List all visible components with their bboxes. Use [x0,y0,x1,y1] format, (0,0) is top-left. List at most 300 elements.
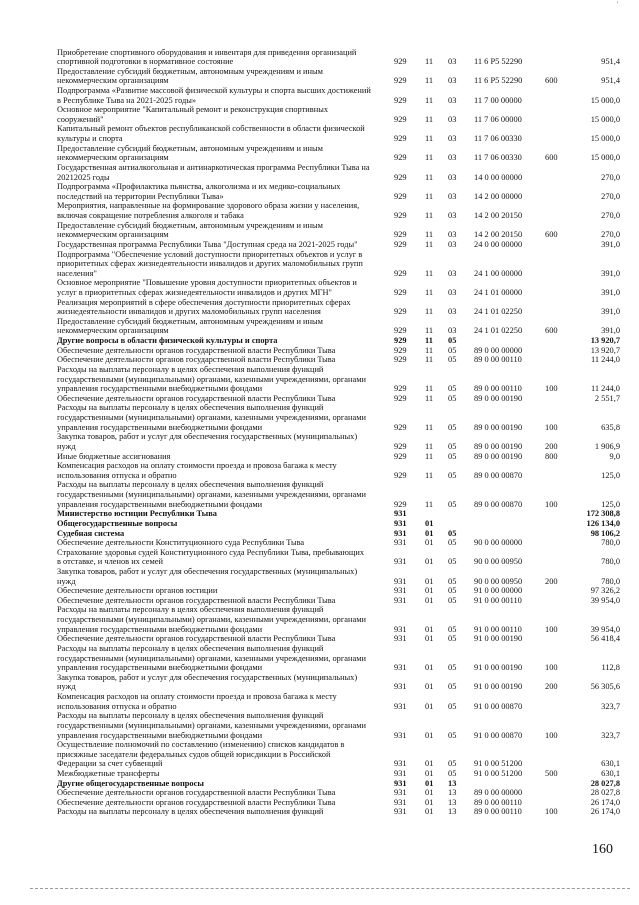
row-subsection: 05 [448,336,457,346]
row-description: управления государственными внебюджетными фондами [57,384,263,394]
row-description: Другие общегосударственные вопросы [57,778,204,788]
row-vr: 200 [545,576,558,586]
row-amount: 780,0 [601,576,620,586]
row-target: 91 0 00 00000 [474,586,523,596]
row-description: управления государственными внебюджетными фондами [57,663,263,673]
row-section: 01 [425,682,434,692]
row-amount: 391,0 [601,307,620,317]
row-amount: 391,0 [601,239,620,249]
row-subsection: 03 [448,268,457,278]
row-description: населения" [57,268,97,278]
row-subsection: 05 [448,624,457,634]
row-description: Компенсация расходов на оплату стоимости проезда и провоза багажа к месту [57,461,337,471]
row-ministry: 929 [394,191,407,201]
row-amount: 391,0 [601,326,620,336]
row-description: Обеспечение деятельности Конституционного суда Республики Тыва [57,538,305,548]
row-description: спортивной подготовки в нормативное состояние [57,57,234,67]
row-amount: 125,0 [601,470,620,480]
row-ministry: 929 [394,441,407,451]
row-description: Закупка товаров, работ и услуг для обеспечения государственных (муниципальных) [57,566,358,576]
row-target: 89 0 00 00000 [474,345,523,355]
row-subsection: 13 [448,788,457,798]
row-ministry: 931 [394,576,407,586]
row-amount: 11 244,0 [590,384,620,394]
row-vr: 600 [545,76,558,86]
row-subsection: 05 [448,663,457,673]
row-description: Обеспечение деятельности органов государственной власти Республики Тыва [57,345,336,355]
row-section: 11 [425,422,434,432]
row-description: Закупка товаров, работ и услуг для обеспечения государственных (муниципальных) [57,672,358,682]
row-description: Капитальный ремонт объектов республиканской собственности в области физической [57,124,365,134]
row-description: приоритетных сферах жизнедеятельности инвалидов и других маломобильных групп [57,259,363,269]
row-description: Межбюджетные трансферты [57,769,160,778]
row-target: 14 2 00 20150 [474,211,523,221]
row-vr: 100 [545,663,558,673]
row-amount: 9,0 [609,451,620,461]
row-subsection: 03 [448,153,457,163]
row-subsection: 13 [448,797,457,807]
row-subsection: 03 [448,57,457,67]
row-ministry: 931 [394,624,407,634]
row-ministry: 929 [394,76,407,86]
row-description: Государственная программа Республики Тыва "Доступная среда на 2021-2025 годы" [57,239,358,249]
row-amount: 630,1 [601,769,620,778]
row-target: 90 0 00 00000 [474,538,523,548]
row-description: Обеспечение деятельности органов государственной власти Республики Тыва [57,788,336,798]
row-section: 11 [425,451,434,461]
row-subsection: 03 [448,288,457,297]
row-target: 91 0 00 51200 [474,769,523,778]
row-subsection: 03 [448,230,457,240]
row-description: Обеспечение деятельности органов юстиции [57,586,218,596]
row-description: Расходы на выплаты персоналу в целях обеспечения выполнения функций [57,643,324,653]
row-subsection: 05 [448,538,457,548]
row-subsection: 05 [448,701,457,711]
row-amount: 126 134,0 [586,518,620,528]
row-target: 91 0 00 51200 [474,759,523,769]
row-ministry: 931 [394,807,407,817]
row-subsection: 05 [448,586,457,596]
row-amount: 1 906,9 [594,441,620,451]
row-section: 01 [425,797,434,807]
row-description: некоммерческим организациям [57,230,169,240]
row-ministry: 931 [394,586,407,596]
row-target: 89 0 00 00110 [474,797,522,807]
row-description: Мероприятия, направленные на формирование здорового образа жизни у населения, [57,201,360,211]
row-description: управления государственными внебюджетными фондами [57,624,263,634]
row-amount: 391,0 [601,288,620,297]
row-description: Расходы на выплаты персоналу в целях обеспечения выполнения функций [57,403,324,413]
row-description: Приобретение спортивного оборудования и инвентаря для приведения организаций [57,47,357,57]
row-section: 01 [425,701,434,711]
row-description: Обеспечение деятельности органов государственной власти Республики Тыва [57,393,336,403]
row-description: сооружений" [57,114,104,124]
row-target: 89 0 00 00190 [474,422,523,432]
row-ministry: 929 [394,230,407,240]
row-amount: 635,8 [601,422,620,432]
row-subsection: 03 [448,134,457,144]
row-target: 91 0 00 00190 [474,634,523,644]
row-section: 11 [425,355,434,365]
row-amount: 15 000,0 [590,134,620,144]
row-amount: 172 308,8 [586,509,620,519]
row-target: 11 7 06 00000 [474,114,522,124]
row-ministry: 931 [394,730,407,740]
row-amount: 391,0 [601,268,620,278]
row-section: 11 [425,326,434,336]
row-description: Государственная антиалкогольная и антинаркотическая программа Республики Тыва на [57,162,370,172]
row-description: Общегосударственные вопросы [57,518,178,528]
row-description: Министерство юстиции Республики Тыва [57,509,217,519]
row-amount: 2 551,7 [594,393,620,403]
row-description: Реализация мероприятий в сфере обеспечения доступности приоритетных сферах [57,297,351,307]
row-amount: 56 418,4 [590,634,620,644]
row-target: 89 0 00 00190 [474,451,523,461]
row-section: 11 [425,345,434,355]
row-ministry: 929 [394,57,407,67]
row-vr: 800 [545,451,558,461]
row-description: нужд [57,576,76,586]
row-section: 11 [425,134,434,144]
bottom-edge [30,888,630,889]
row-amount: 28 027,8 [590,778,620,788]
row-target: 24 1 01 00000 [474,288,523,297]
row-amount: 15 000,0 [590,153,620,163]
row-ministry: 929 [394,451,407,461]
row-ministry: 929 [394,422,407,432]
row-description: Подпрограмма «Профилактика пьянства, алкоголизма и их медико-социальных [57,182,341,192]
row-subsection: 05 [448,422,457,432]
row-vr: 100 [545,624,558,634]
row-vr: 100 [545,807,558,817]
row-ministry: 931 [394,557,407,567]
row-target: 11 6 P5 52290 [474,57,523,67]
row-ministry: 929 [394,268,407,278]
row-target: 91 0 00 00870 [474,730,523,740]
row-description: услуг в приоритетных сферах жизнедеятельности инвалидов и других МГН" [57,288,332,297]
row-description: Подпрограмма "Обеспечение условий доступности приоритетных объектов и услуг в [57,249,363,259]
row-amount: 112,8 [601,663,620,673]
row-description: Расходы на выплаты персоналу в целях обеспечения выполнения функций [57,711,324,721]
row-section: 01 [425,778,434,788]
row-ministry: 929 [394,134,407,144]
row-target: 89 0 00 00110 [474,355,522,365]
row-ministry: 931 [394,509,407,519]
row-description: включая сокращение потребления алкоголя и табака [57,211,244,221]
row-section: 11 [425,211,434,221]
row-description: некоммерческим организациям [57,76,169,86]
row-subsection: 03 [448,239,457,249]
row-target: 11 7 06 00330 [474,153,522,163]
row-section: 01 [425,576,434,586]
row-amount: 125,0 [601,499,620,509]
row-ministry: 929 [394,95,407,105]
row-description: Судебная система [57,528,125,538]
row-description: 20212025 годы [57,172,110,182]
row-ministry: 931 [394,769,407,778]
row-target: 89 0 00 00000 [474,788,523,798]
row-description: Основное мероприятие "Капитальный ремонт и реконструкция спортивных [57,105,329,115]
row-description: Обеспечение деятельности органов государственной власти Республики Тыва [57,634,336,644]
row-amount: 323,7 [601,730,620,740]
row-target: 89 0 00 00870 [474,499,523,509]
row-subsection: 03 [448,172,457,182]
row-description: использования отпуска и обратно [57,701,177,711]
row-section: 01 [425,586,434,596]
row-description: Компенсация расходов на оплату стоимости проезда и провоза багажа к месту [57,692,337,702]
row-ministry: 929 [394,336,407,346]
row-amount: 56 305,6 [590,682,620,692]
row-section: 11 [425,470,434,480]
row-subsection: 13 [448,807,457,817]
row-section: 01 [425,663,434,673]
row-section: 11 [425,191,434,201]
row-section: 11 [425,95,434,105]
row-target: 89 0 00 00110 [474,807,522,817]
row-section: 01 [425,624,434,634]
row-section: 01 [425,528,434,538]
row-section: 01 [425,557,434,567]
row-subsection: 03 [448,95,457,105]
row-amount: 951,4 [601,57,620,67]
row-description: Предоставление субсидий бюджетным, автономным учреждениям и иным [57,220,323,230]
row-subsection: 05 [448,355,457,365]
row-description: Расходы на выплаты персоналу в целях обеспечения выполнения функций [57,364,324,374]
row-ministry: 929 [394,239,407,249]
row-description: государственными (муниципальными) органами, казенными учреждениями, органами [57,615,366,625]
row-subsection: 03 [448,211,457,221]
row-target: 11 6 P5 52290 [474,76,523,86]
row-ministry: 929 [394,345,407,355]
row-description: Обеспечение деятельности органов государственной власти Республики Тыва [57,595,336,605]
row-section: 11 [425,441,434,451]
row-section: 01 [425,769,434,778]
row-description: государственными (муниципальными) органами, казенными учреждениями, органами [57,374,366,384]
row-description: нужд [57,682,76,692]
row-ministry: 931 [394,778,407,788]
row-description: Предоставление субсидий бюджетным, автономным учреждениям и иным [57,66,323,76]
row-amount: 780,0 [601,538,620,548]
row-vr: 600 [545,153,558,163]
corner-mark: ' [617,0,619,9]
row-section: 01 [425,788,434,798]
row-ministry: 929 [394,288,407,297]
row-amount: 15 000,0 [590,114,620,124]
row-ministry: 929 [394,384,407,394]
row-description: управления государственными внебюджетными фондами [57,422,263,432]
row-amount: 270,0 [601,172,620,182]
row-description: Предоставление субсидий бюджетным, автономным учреждениям и иным [57,316,323,326]
row-subsection: 05 [448,384,457,394]
row-target: 24 1 01 02250 [474,307,523,317]
row-target: 89 0 00 00190 [474,393,523,403]
row-description: Расходы на выплаты персоналу в целях обеспечения выполнения функций [57,480,324,490]
row-description: некоммерческим организациям [57,326,169,336]
row-amount: 15 000,0 [590,95,620,105]
row-subsection: 05 [448,393,457,403]
row-subsection: 03 [448,326,457,336]
row-target: 24 0 00 00000 [474,239,523,249]
row-amount: 28 027,8 [590,788,620,798]
row-section: 01 [425,807,434,817]
row-section: 01 [425,730,434,740]
row-description: Предоставление субсидий бюджетным, автономным учреждениям и иным [57,143,323,153]
row-section: 11 [425,288,434,297]
row-amount: 323,7 [601,701,620,711]
row-amount: 630,1 [601,759,620,769]
row-vr: 100 [545,384,558,394]
row-amount: 270,0 [601,211,620,221]
row-section: 01 [425,538,434,548]
row-vr: 200 [545,441,558,451]
row-vr: 100 [545,730,558,740]
row-target: 91 0 00 00190 [474,682,523,692]
row-section: 11 [425,76,434,86]
row-section: 11 [425,57,434,67]
row-ministry: 931 [394,682,407,692]
row-amount: 270,0 [601,230,620,240]
row-ministry: 931 [394,528,407,538]
row-amount: 39 954,0 [590,624,620,634]
row-ministry: 931 [394,518,407,528]
row-section: 11 [425,393,434,403]
row-subsection: 05 [448,682,457,692]
row-description: Другие вопросы в области физической культуры и спорта [57,336,278,346]
row-ministry: 929 [394,211,407,221]
row-description: государственными (муниципальными) органами, казенными учреждениями, органами [57,490,366,500]
row-description: государственными (муниципальными) органами, казенными учреждениями, органами [57,720,366,730]
row-description: Расходы на выплаты персоналу в целях обеспечения выполнения функций [57,605,324,615]
page-number: 160 [592,842,613,857]
row-vr: 100 [545,422,558,432]
row-ministry: 931 [394,701,407,711]
row-section: 11 [425,172,434,182]
row-subsection: 05 [448,595,457,605]
row-section: 11 [425,499,434,509]
row-ministry: 931 [394,634,407,644]
row-ministry: 929 [394,153,407,163]
row-amount: 26 174,0 [590,807,620,817]
row-ministry: 931 [394,663,407,673]
row-amount: 98 106,2 [590,528,620,538]
row-target: 24 1 01 02250 [474,326,523,336]
row-description: использования отпуска и обратно [57,470,177,480]
row-target: 24 1 00 00000 [474,268,523,278]
row-ministry: 929 [394,355,407,365]
row-section: 11 [425,268,434,278]
row-description: Федерации за счет субвенций [57,759,163,769]
row-description: Обеспечение деятельности органов государственной власти Республики Тыва [57,797,336,807]
row-description: Закупка товаров, работ и услуг для обеспечения государственных (муниципальных) [57,432,358,442]
row-subsection: 05 [448,441,457,451]
row-section: 01 [425,595,434,605]
row-description: управления государственными внебюджетными фондами [57,499,263,509]
row-description: Осуществление полномочий по составлению (изменению) списков кандидатов в [57,740,345,750]
row-ministry: 931 [394,788,407,798]
row-target: 89 0 00 00110 [474,384,522,394]
row-target: 91 0 00 00110 [474,595,522,605]
row-subsection: 05 [448,769,457,778]
row-ministry: 931 [394,797,407,807]
row-target: 14 2 00 20150 [474,230,523,240]
row-amount: 780,0 [601,557,620,567]
row-section: 01 [425,634,434,644]
row-subsection: 03 [448,76,457,86]
row-target: 11 7 00 00000 [474,95,522,105]
row-description: присяжные заседатели федеральных судов общей юрисдикции в Российской [57,749,331,759]
row-amount: 39 954,0 [590,595,620,605]
row-subsection: 05 [448,470,457,480]
row-subsection: 05 [448,759,457,769]
row-target: 90 0 00 00950 [474,576,523,586]
row-ministry: 931 [394,759,407,769]
row-vr: 600 [545,230,558,240]
row-subsection: 05 [448,730,457,740]
row-ministry: 931 [394,538,407,548]
row-section: 11 [425,114,434,124]
row-section: 01 [425,759,434,769]
row-amount: 270,0 [601,191,620,201]
row-ministry: 929 [394,114,407,124]
row-description: последствий на территории Республики Тыва» [57,191,224,201]
row-description: нужд [57,441,76,451]
row-ministry: 931 [394,595,407,605]
row-target: 14 0 00 00000 [474,172,523,182]
row-vr: 200 [545,682,558,692]
row-description: Страхование здоровья судей Конституционного суда Республики Тыва, пребывающих [57,547,365,557]
row-description: Обеспечение деятельности органов государственной власти Республики Тыва [57,355,336,365]
row-ministry: 929 [394,499,407,509]
row-subsection: 05 [448,576,457,586]
row-ministry: 929 [394,172,407,182]
row-target: 89 0 00 00190 [474,441,523,451]
row-section: 01 [425,518,434,528]
row-description: культуры и спорта [57,134,123,144]
row-subsection: 03 [448,114,457,124]
row-ministry: 929 [394,470,407,480]
row-description: в Республике Тыва на 2021-2025 годы» [57,95,197,105]
row-section: 11 [425,239,434,249]
row-description: Основное мероприятие "Повышение уровня доступности приоритетных объектов и [57,278,357,288]
row-subsection: 05 [448,557,457,567]
row-subsection: 03 [448,307,457,317]
row-ministry: 929 [394,393,407,403]
row-amount: 13 920,7 [590,336,620,346]
row-subsection: 03 [448,191,457,201]
row-section: 11 [425,307,434,317]
row-vr: 600 [545,326,558,336]
row-target: 11 7 06 00330 [474,134,522,144]
row-section: 11 [425,384,434,394]
row-description: управления государственными внебюджетными фондами [57,730,263,740]
row-subsection: 05 [448,634,457,644]
row-subsection: 05 [448,528,457,538]
row-amount: 13 920,7 [590,345,620,355]
row-target: 89 0 00 00870 [474,470,523,480]
row-description: жизнедеятельности инвалидов и других маломобильных групп населения [57,307,321,317]
row-subsection: 05 [448,345,457,355]
row-description: Подпрограмма «Развитие массовой физической культуры и спорта высших достижений [57,85,371,95]
row-section: 11 [425,230,434,240]
row-subsection: 05 [448,451,457,461]
row-amount: 26 174,0 [590,797,620,807]
row-target: 90 0 00 00950 [474,557,523,567]
row-description: некоммерческим организациям [57,153,169,163]
row-amount: 951,4 [601,76,620,86]
row-description: государственными (муниципальными) органами, казенными учреждениями, органами [57,413,366,423]
row-section: 11 [425,153,434,163]
row-description: в отставке, и членов их семей [57,557,164,567]
